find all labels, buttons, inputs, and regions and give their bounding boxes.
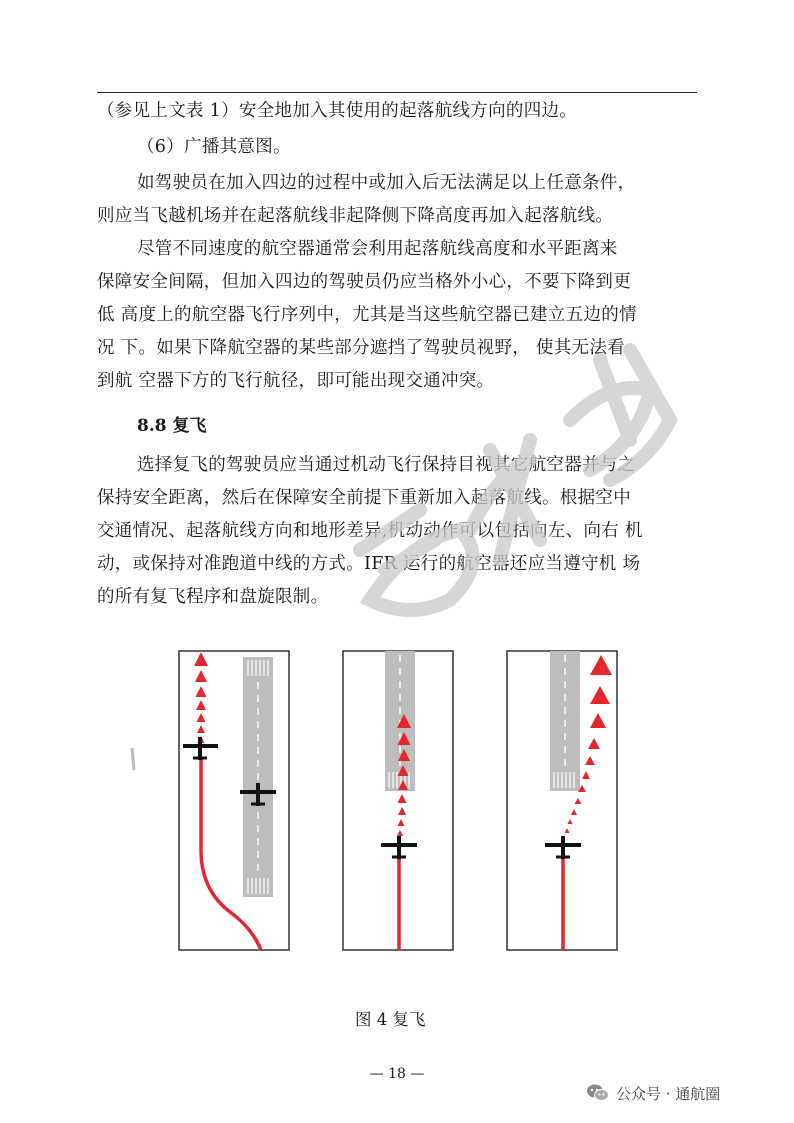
wechat-badge xyxy=(586,1082,720,1104)
wechat-icon xyxy=(586,1082,610,1104)
panel-2-aircraft xyxy=(381,836,417,859)
panel-3-runway xyxy=(550,651,580,791)
body-line: 到航 空器下方的飞行航径，即可能出现交通冲突。 xyxy=(97,371,495,391)
figure-caption: 图 4 复飞 xyxy=(355,1010,426,1029)
body-line: 如驾驶员在加入四边的过程中或加入后无法满足以上任意条件， xyxy=(137,173,636,193)
panel-2-arrows xyxy=(397,714,411,836)
panel-3-aircraft xyxy=(545,836,581,859)
body-line: 保障安全间隔，但加入四边的驾驶员仍应当格外小心，不要下降到更 xyxy=(97,272,631,292)
scan-mark xyxy=(132,748,134,770)
panel-3-frame xyxy=(507,651,617,950)
wechat-label: 公众号 · 通航圈 xyxy=(616,1084,721,1103)
panel-1-arrows xyxy=(194,652,208,743)
panel-1-frame xyxy=(179,651,289,950)
panel-3-threshold-marks xyxy=(554,772,574,788)
panel-1-flight-path xyxy=(201,758,261,950)
body-line: 况 下。如果下降航空器的某些部分遮挡了驾驶员视野， 使其无法看 xyxy=(97,338,625,358)
page-number: — 18 — xyxy=(369,1066,425,1082)
panel-1-runway xyxy=(243,657,273,897)
panel-2-threshold-marks xyxy=(389,772,409,788)
panel-1-aircraft-2 xyxy=(240,783,276,806)
panel-3-arrows xyxy=(565,655,613,833)
panel-1-threshold-marks xyxy=(248,660,268,894)
section-line: 动，或保持对准跑道中线的方式。IFR 运行的航空器还应当遵守机 场 xyxy=(97,554,641,574)
panel-2-frame xyxy=(343,651,453,950)
panel-1-aircraft-1 xyxy=(183,737,218,760)
section-line: 的所有复飞程序和盘旋限制。 xyxy=(97,587,329,607)
section-line: 选择复飞的驾驶员应当通过机动飞行保持目视其它航空器并与之 xyxy=(137,455,636,475)
body-line: 则应当飞越机场并在起落航线非起降侧下降高度再加入起落航线。 xyxy=(97,206,614,226)
body-line: 尽管不同速度的航空器通常会利用起落航线高度和水平距离来 xyxy=(137,239,618,259)
section-line: 交通情况、起落航线方向和地形差异,机动动作可以包括向左、向右 机 xyxy=(97,521,643,541)
body-line: （6）广播其意图。 xyxy=(137,137,291,157)
section-line: 保持安全距离，然后在保障安全前提下重新加入起落航线。根据空中 xyxy=(97,488,631,508)
body-line: 低 高度上的航空器飞行序列中，尤其是当这些航空器已建立五边的情 xyxy=(97,305,637,325)
body-line: （参见上文表 1）安全地加入其使用的起落航线方向的四边。 xyxy=(97,101,578,121)
header-rule xyxy=(97,92,697,93)
panel-2-runway xyxy=(385,651,415,791)
section-heading: 8.8 复飞 xyxy=(137,416,207,436)
